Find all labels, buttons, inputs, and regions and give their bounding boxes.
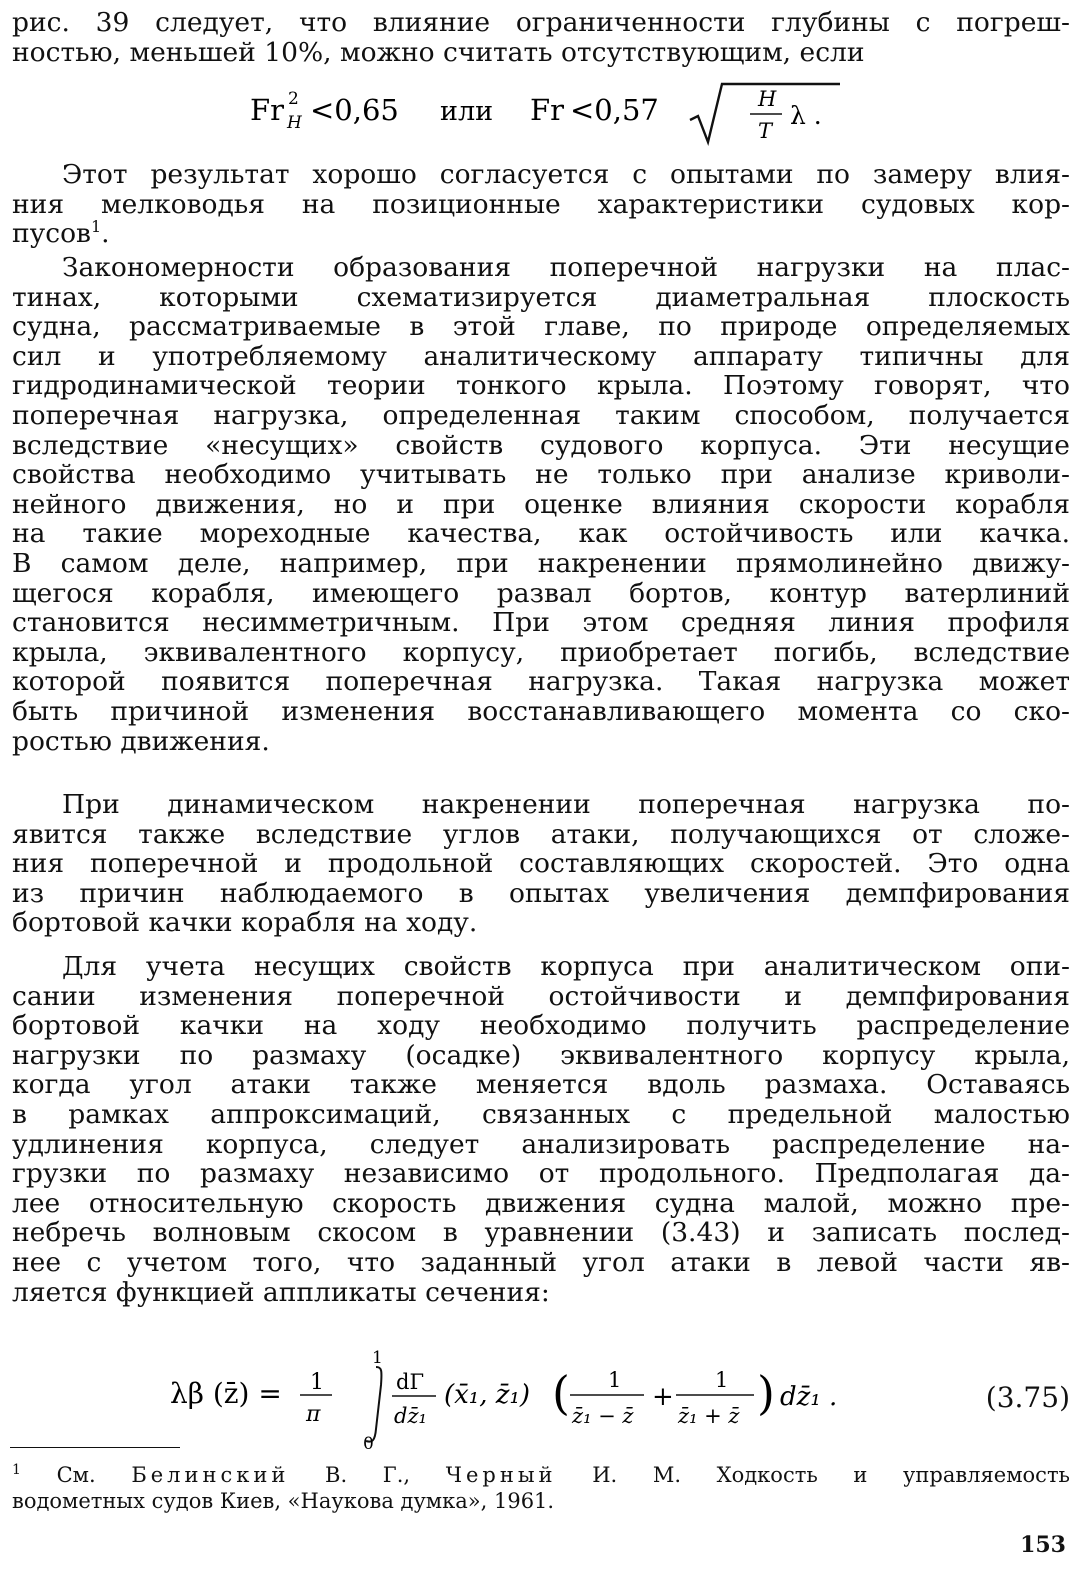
- text-line: свойства необходимо учитывать не только при анализе криволи-: [12, 459, 1070, 491]
- text-line: Этот результат хорошо согласуется с опытами по замеру влия-: [62, 159, 1070, 190]
- text-line: крыла, эквивалентного корпусу, приобретает погибь, вследствие: [12, 636, 1070, 668]
- froude-sup: 2: [288, 89, 299, 109]
- text-line: становится несимметричным. При этом средняя линия профиля: [12, 607, 1070, 639]
- text-line: ния мелководья на позиционные характеристики судовых кор-: [12, 188, 1070, 220]
- text-line: небречь волновым скосом в уравнении (3.43) и записать послед-: [12, 1217, 1070, 1249]
- integral-sign: [366, 1367, 381, 1442]
- text-line: щегося корабля, имеющего развал бортов, контур ватерлиний: [12, 577, 1070, 609]
- text-line: рис. 39 следует, что влияние ограниченности глубины с погреш-: [12, 7, 1070, 38]
- paren-left: (: [552, 1366, 570, 1420]
- froude-symbol: Fr: [250, 93, 284, 127]
- text-line: сил и употребляемому аналитическому аппарату типичны для: [12, 340, 1070, 372]
- text-line: [12, 219, 1070, 249]
- paragraph-2: [12, 253, 1070, 756]
- footnote-mark: 1: [12, 1462, 21, 1478]
- integral-lower: 0: [363, 1434, 374, 1454]
- text-line: В самом деле, например, при накренении прямолинейно движу-: [12, 547, 1070, 579]
- or-word: или: [440, 96, 494, 127]
- footnote-title: Ходкость и управляемость: [716, 1463, 1070, 1487]
- text-line: сании изменения поперечной остойчивости и демпфирования: [12, 980, 1070, 1012]
- footnote-line: [12, 1462, 1070, 1488]
- dgamma-den: dz̄₁: [394, 1404, 427, 1428]
- term2-num: 1: [715, 1368, 729, 1392]
- text-line: удлинения корпуса, следует анализировать распределение на-: [12, 1128, 1070, 1160]
- text-line: При динамическом накренении поперечная нагрузка по-: [62, 789, 1070, 820]
- intro-text: [12, 8, 1070, 67]
- formula-3-75: [160, 1345, 1070, 1455]
- text-line: Закономерности образования поперечной нагрузки на плас-: [62, 252, 1070, 283]
- differential: dz̄₁ .: [780, 1382, 838, 1412]
- text-line: нее с учетом того, что заданный угол атаки в левой части яв-: [12, 1246, 1070, 1278]
- inequality-2: <0,57: [570, 93, 659, 127]
- fraction-den: T: [758, 119, 773, 143]
- text-line: лее относительную скорость движения судна малой, можно пре-: [12, 1187, 1070, 1219]
- text-line: Для учета несущих свойств корпуса при аналитическом опи-: [62, 951, 1070, 982]
- text-line: ния поперечной и продольной составляющих скоростей. Это одна: [12, 848, 1070, 880]
- footnote-rule: [10, 1447, 180, 1448]
- text-line: вследствие «несущих» свойств судового корпуса. Эти несущие: [12, 429, 1070, 461]
- lambda-symbol: λ .: [790, 101, 822, 130]
- text-line: ростью движения.: [12, 725, 270, 757]
- text-fragment: пусов: [12, 218, 91, 250]
- text-line: быть причиной изменения восстанавливающего момента со ско-: [12, 695, 1070, 727]
- paragraph-1: [12, 160, 1070, 249]
- lhs: λβ (z̄) =: [170, 1377, 282, 1410]
- text-line: грузки по размаху независимо от продольного. Предполагая да-: [12, 1158, 1070, 1190]
- page-number: 153: [1020, 1532, 1066, 1558]
- text-line: явится также вследствие углов атаки, получающихся от сложе-: [12, 818, 1070, 850]
- equation-number: (3.75): [985, 1381, 1070, 1414]
- text-line: гидродинамической теории тонкого крыла. Поэтому говорят, что: [12, 370, 1070, 402]
- text-line: которой появится поперечная нагрузка. Такая нагрузка может: [12, 666, 1070, 698]
- integral-upper: 1: [372, 1348, 383, 1368]
- term2-den: z̄₁ + z̄: [678, 1404, 740, 1428]
- term1-num: 1: [608, 1368, 622, 1392]
- froude-sub: H: [287, 113, 302, 133]
- text-line: ностью, меньшей 10%, можно считать отсутствующим, если: [12, 36, 865, 68]
- footnote-see: См.: [56, 1463, 96, 1487]
- text-line: на такие мореходные качества, как остойчивость или качка.: [12, 518, 1070, 550]
- fraction-num: H: [758, 87, 777, 111]
- footnote-author-1: Белинский: [131, 1463, 290, 1487]
- frac-den: π: [306, 1402, 321, 1427]
- text-line: нейного движения, но и при оценке влияния скорости корабля: [12, 488, 1070, 520]
- text-line: ляется функцией аппликаты сечения:: [12, 1276, 550, 1308]
- plus-sign: +: [652, 1382, 674, 1412]
- frac-num: 1: [310, 1370, 324, 1395]
- text-line: тинах, которыми схематизируется диаметральная плоскость: [12, 281, 1070, 313]
- paren-right: ): [757, 1366, 775, 1420]
- text-line: в рамках аппроксимаций, связанных с предельной малостью: [12, 1098, 1070, 1130]
- paragraph-3: [12, 790, 1070, 938]
- term1-den: z̄₁ − z̄: [572, 1404, 634, 1428]
- footnote: [12, 1462, 1070, 1514]
- text-line: когда угол атаки также меняется вдоль размаха. Оставаясь: [12, 1069, 1070, 1101]
- text-line: бортовой качки на ходу необходимо получить распределение: [12, 1010, 1070, 1042]
- formula-froude-condition: [240, 80, 860, 150]
- footnote-line-2: водометных судов Киев, «Наукова думка», 1961.: [12, 1489, 555, 1513]
- text-line: нагрузки по размаху (осадке) эквивалентного корпусу крыла,: [12, 1039, 1070, 1071]
- footnote-ref: 1: [90, 217, 102, 237]
- footnote-initials-2: И. М.: [592, 1463, 681, 1487]
- text-line: бортовой качки корабля на ходу.: [12, 907, 478, 939]
- text-fragment: .: [101, 218, 110, 250]
- function-args: (x̄₁, z̄₁): [444, 1380, 531, 1410]
- text-line: судна, рассматриваемые в этой главе, по природе определяемых: [12, 311, 1070, 343]
- froude-symbol-2: Fr: [530, 93, 564, 127]
- formula-1-svg: [240, 80, 860, 150]
- dgamma-num: dΓ: [396, 1370, 425, 1394]
- formula-2-svg: [160, 1345, 920, 1455]
- footnote-initials-1: В. Г.,: [325, 1463, 411, 1487]
- inequality-1: <0,65: [310, 93, 399, 127]
- text-line: поперечная нагрузка, определенная таким способом, получается: [12, 399, 1070, 431]
- text-line: из причин наблюдаемого в опытах увеличения демпфирования: [12, 877, 1070, 909]
- footnote-author-2: Черный: [445, 1463, 557, 1487]
- paragraph-4: [12, 952, 1070, 1307]
